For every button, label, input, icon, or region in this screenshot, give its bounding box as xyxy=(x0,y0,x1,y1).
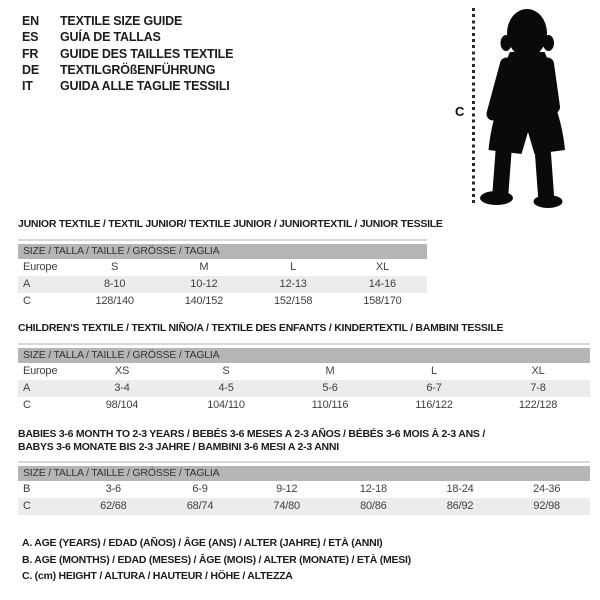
size-value: 140/152 xyxy=(184,294,224,307)
size-value: XS xyxy=(114,364,130,377)
language-code: EN xyxy=(22,14,39,29)
guide-title: GUÍA DE TALLAS xyxy=(60,30,161,45)
language-row xyxy=(22,29,233,45)
size-value: S xyxy=(222,364,230,377)
legend-line: B. AGE (MONTHS) / EDAD (MESES) / ÂGE (MOIS) / ALTER (MONATE) / ETÀ (MESI) xyxy=(22,553,411,566)
table-title-line: JUNIOR TEXTILE / TEXTIL JUNIOR/ TEXTILE JUNIOR / JUNIORTEXTIL / JUNIOR TESSILE xyxy=(18,218,443,230)
size-value: 74/80 xyxy=(273,500,300,512)
guide-title: TEXTILE SIZE GUIDE xyxy=(60,14,183,29)
table-row xyxy=(18,259,427,276)
row-label: Europe xyxy=(23,364,58,377)
size-value: 18-24 xyxy=(446,483,474,495)
language-row xyxy=(22,78,233,94)
size-value: S xyxy=(111,260,119,273)
size-value: 68/74 xyxy=(186,500,214,512)
size-value: XL xyxy=(375,260,389,273)
table-row xyxy=(18,363,590,380)
table-title-line: BABIES 3-6 MONTH TO 2-3 YEARS / BEBÉS 3-6 MESES A 2-3 AÑOS / BÉBÉS 3-6 MOIS À 2-3 ANS / xyxy=(18,428,486,440)
children-size-table xyxy=(18,322,590,414)
language-title-list xyxy=(22,13,233,94)
size-value: 104/110 xyxy=(207,398,245,411)
row-label: C xyxy=(23,500,31,512)
size-value: 3-6 xyxy=(105,483,121,495)
size-value: 122/128 xyxy=(518,398,558,411)
size-value: 12-13 xyxy=(279,277,307,290)
size-value: L xyxy=(431,364,437,377)
table-row xyxy=(18,293,427,310)
table-title-line: CHILDREN'S TEXTILE / TEXTIL NIÑO/A / TEXTILE DES ENFANTS / KINDERTEXTIL / BAMBINI TESSILE xyxy=(18,322,504,334)
size-value: 10-12 xyxy=(190,277,218,290)
size-value: 4-5 xyxy=(218,381,234,394)
size-value: 92/98 xyxy=(533,500,560,512)
table-rows xyxy=(18,363,590,414)
size-value: 14-16 xyxy=(368,277,396,290)
size-value: 6-7 xyxy=(426,381,442,394)
table-title-line: BABYS 3-6 MONATE BIS 2-3 JAHRE / BAMBINI 3-6 MESI A 2-3 ANNI xyxy=(18,440,339,453)
size-value: 98/104 xyxy=(105,398,139,411)
row-label: Europe xyxy=(23,260,58,273)
table-rows xyxy=(18,259,427,310)
language-code: FR xyxy=(22,46,39,61)
language-row xyxy=(22,46,233,62)
size-value: 152/158 xyxy=(273,294,313,307)
size-value: M xyxy=(325,364,335,377)
table-row xyxy=(18,380,590,397)
size-value: 86/92 xyxy=(446,500,474,512)
row-label: C xyxy=(23,294,31,307)
legend-block xyxy=(22,535,411,585)
size-value: 116/122 xyxy=(415,398,453,411)
row-label: A xyxy=(23,277,31,290)
size-header-bar: SIZE / TALLA / TAILLE / GRÖSSE / TAGLIA xyxy=(18,244,427,259)
table-row xyxy=(18,481,590,498)
junior-size-table xyxy=(18,218,443,310)
language-code: ES xyxy=(22,30,39,45)
babies-size-table xyxy=(18,428,590,515)
table-row xyxy=(18,498,590,515)
row-label: C xyxy=(23,398,31,411)
table-row xyxy=(18,397,590,414)
size-header-bar: SIZE / TALLA / TAILLE / GRÖSSE / TAGLIA xyxy=(18,348,590,363)
table-title xyxy=(18,322,590,335)
language-row xyxy=(22,13,233,29)
size-value: 8-10 xyxy=(104,277,126,290)
size-value: 24-36 xyxy=(533,483,561,495)
row-label: A xyxy=(23,381,31,394)
size-value: 3-4 xyxy=(114,381,130,394)
table-rows xyxy=(18,481,590,515)
language-code: DE xyxy=(22,63,39,78)
table-rule xyxy=(18,239,427,241)
table-row xyxy=(18,276,427,293)
guide-title: TEXTILGRÖßENFÜHRUNG xyxy=(60,63,216,78)
language-row xyxy=(22,62,233,78)
table-title xyxy=(18,428,590,453)
size-value: 158/170 xyxy=(363,294,402,307)
size-value: 80/86 xyxy=(360,500,387,512)
size-value: M xyxy=(199,260,209,273)
size-header-bar: SIZE / TALLA / TAILLE / GRÖSSE / TAGLIA xyxy=(18,466,590,481)
size-value: 12-18 xyxy=(359,483,387,495)
size-value: 7-8 xyxy=(530,381,546,394)
language-code: IT xyxy=(22,79,33,94)
row-label: B xyxy=(23,483,31,495)
size-value: 9-12 xyxy=(276,483,298,495)
guide-title: GUIDE DES TAILLES TEXTILE xyxy=(60,46,234,61)
guide-title: GUIDA ALLE TAGLIE TESSILI xyxy=(60,79,230,94)
size-value: 62/68 xyxy=(100,500,127,512)
table-rule xyxy=(18,343,590,345)
size-value: XL xyxy=(531,364,545,377)
size-value: 6-9 xyxy=(192,483,208,495)
legend-line: C. (cm) HEIGHT / ALTURA / HAUTEUR / HÖHE / ALTEZZA xyxy=(22,570,293,582)
baby-silhouette-icon xyxy=(470,4,600,210)
height-label: C xyxy=(455,104,465,119)
size-value: 5-6 xyxy=(322,381,338,394)
size-value: 110/116 xyxy=(311,398,349,411)
legend-line: A. AGE (YEARS) / EDAD (AÑOS) / ÂGE (ANS) / ALTER (JAHRE) / ETÀ (ANNI) xyxy=(22,537,383,549)
table-title xyxy=(18,218,443,231)
size-value: L xyxy=(290,260,297,273)
table-rule xyxy=(18,461,590,463)
size-value: 128/140 xyxy=(95,294,134,307)
